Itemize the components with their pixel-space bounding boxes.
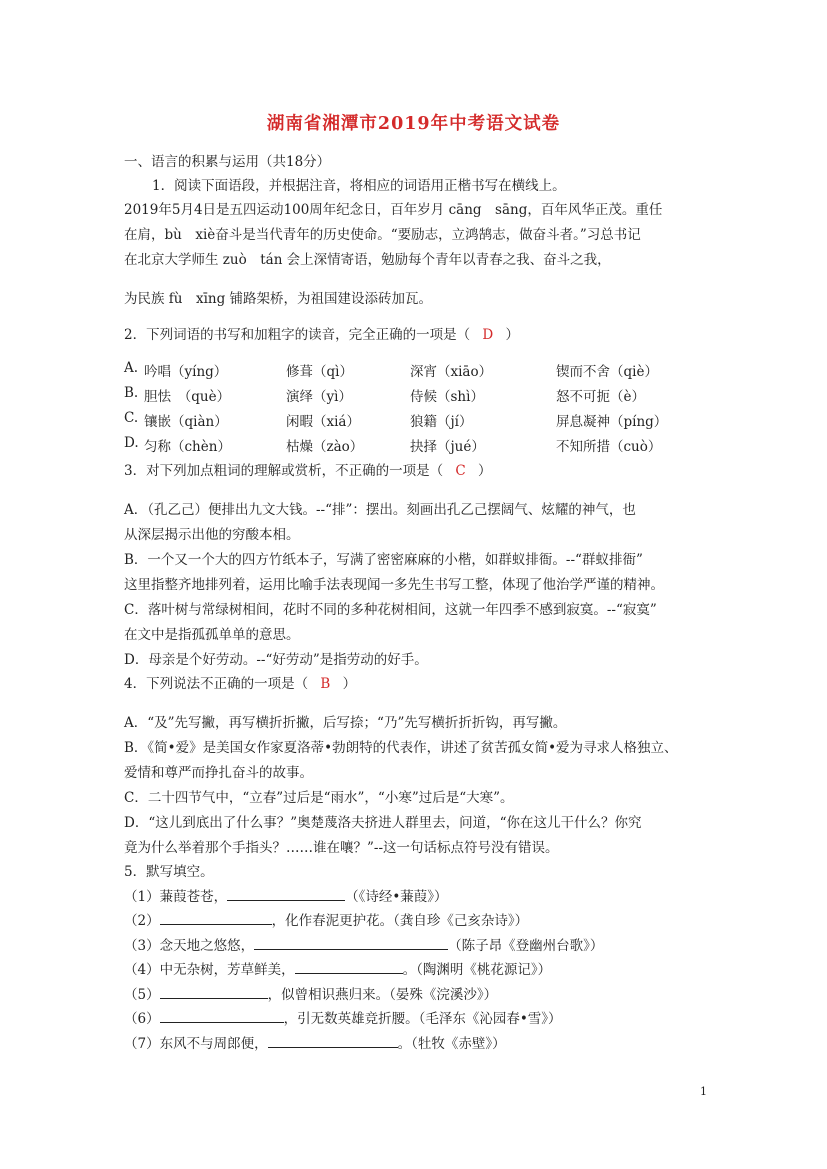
option-word: 怒不可扼（è） [556, 389, 645, 405]
q1-paragraph-line: 为民族 fù xīng 铺路架桥，为祖国建设添砖加瓦。 [124, 291, 433, 307]
option-label: A. [124, 360, 139, 376]
q3-answer: C [455, 463, 466, 479]
option-word: 胆怯 （què） [144, 389, 231, 405]
q3-option-line: 从深层揭示出他的穷酸本相。 [124, 527, 300, 543]
option-label: C. [124, 410, 139, 426]
fill-blank-item [124, 885, 448, 905]
page-number: 1 [700, 1085, 707, 1098]
q3-option-line: 这里指整齐地排列着，运用比喻手法表现闻一多先生书写工整，体现了他治学严谨的精神。 [124, 577, 664, 593]
q3-option-line: B．一个又一个大的四方竹纸本子，写满了密密麻麻的小楷，如群蚁排衙。--“群蚁排衙” [124, 552, 643, 568]
option-word: 枯燥（zào） [286, 439, 364, 455]
answer-blank[interactable] [254, 936, 448, 950]
q4-stem-text: 4．下列说法不正确的一项是（ [124, 676, 309, 692]
answer-blank[interactable] [227, 887, 345, 901]
option-word: 抉择（jué） [410, 439, 485, 455]
section-heading: 一、语言的积累与运用（共18分） [124, 154, 331, 170]
option-word: 镶嵌（qiàn） [144, 414, 228, 430]
q2-answer: D [482, 327, 494, 343]
fill-blank-suffix: ，似曾相识燕归来。（晏殊《浣溪沙》） [267, 987, 498, 1003]
fill-blank-prefix: （1）蒹葭苍苍， [124, 889, 228, 905]
option-word: 锲而不舍（qiè） [556, 364, 658, 380]
q3-stem [124, 459, 492, 479]
fill-blank-prefix: （3）念天地之悠悠， [124, 938, 255, 954]
fill-blank-item [124, 909, 528, 929]
fill-blank-prefix: （2） [124, 913, 160, 929]
q1-paragraph-line: 在肩，bù xiè奋斗是当代青年的历史使命。“要励志，立鸿鹄志，做奋斗者。”习总书记 [124, 227, 641, 243]
answer-blank[interactable] [160, 1009, 284, 1023]
fill-blank-prefix: （4）中无杂树，芳草鲜美， [124, 962, 295, 978]
answer-blank[interactable] [160, 985, 268, 999]
q2-stem-close: ） [505, 327, 520, 343]
q1-stem: 1．阅读下面语段，并根据注音，将相应的词语用正楷书写在横线上。 [152, 178, 566, 194]
q3-option-line: D．母亲是个好劳动。--“好劳动”是指劳动的好手。 [124, 652, 428, 668]
q4-option-line: 爱情和尊严而挣扎奋斗的故事。 [124, 765, 313, 781]
fill-blank-suffix: 。（陶渊明《桃花源记》） [402, 962, 552, 978]
option-word: 狼籍（jí） [410, 414, 473, 430]
fill-blank-item [124, 1007, 562, 1027]
answer-blank[interactable] [295, 960, 403, 974]
q3-option-line: 在文中是指孤孤单单的意思。 [124, 627, 300, 643]
option-word: 不知所措（cuò） [556, 439, 662, 455]
q3-option-line: C．落叶树与常绿树相间，花时不同的多种花树相间，这就一年四季不感到寂寞。--“寂寞” [124, 602, 657, 618]
q2-stem [124, 323, 519, 343]
answer-blank[interactable] [160, 911, 272, 925]
fill-blank-item [124, 958, 551, 978]
option-word: 深宵（xiāo） [410, 364, 493, 380]
option-label: D. [124, 435, 139, 451]
q4-option-line: D．“这儿到底出了什么事？”奥楚蔑洛夫挤进人群里去，问道，“你在这儿干什么？你究 [124, 815, 642, 831]
page-title: 湖南省湘潭市2019年中考语文试卷 [266, 114, 561, 134]
q4-stem [124, 672, 356, 692]
answer-blank[interactable] [268, 1034, 398, 1048]
option-word: 匀称（chèn） [144, 439, 231, 455]
option-word: 修葺（qì） [286, 364, 353, 380]
option-word: 闲暇（xiá） [286, 414, 360, 430]
q4-option-line: C．二十四节气中，“立春”过后是“雨水”，“小寒”过后是“大寒”。 [124, 790, 514, 806]
q4-option-line: 竟为什么举着那个手指头？……谁在嚷？”--这一句话标点符号没有错误。 [124, 840, 559, 856]
fill-blank-suffix: 。（牡牧《赤壁》） [397, 1036, 506, 1052]
fill-blank-prefix: （5） [124, 987, 160, 1003]
q4-option-line: A．“及”先写撇，再写横折折撇，后写捺；“乃”先写横折折折钩，再写撇。 [124, 715, 567, 731]
q5-stem: 5．默写填空。 [124, 864, 214, 880]
option-word: 演绎（yì） [286, 389, 352, 405]
q4-option-line: B．《简•爱》是美国女作家夏洛蒂•勃朗特的代表作，讲述了贫苦孤女简•爱为寻求人格独立、 [124, 740, 678, 756]
fill-blank-item [124, 1032, 506, 1052]
q1-paragraph-line: 2019年5月4日是五四运动100周年纪念日，百年岁月 cāng sāng，百年风华正茂。重任 [124, 202, 663, 218]
fill-blank-prefix: （6） [124, 1011, 160, 1027]
q2-stem-text: 2．下列词语的书写和加粗字的读音，完全正确的一项是（ [124, 327, 471, 343]
fill-blank-suffix: （陈子昂《登幽州台歌》） [448, 938, 604, 954]
q3-stem-close: ） [478, 463, 492, 479]
option-word: 侍候（shì） [410, 389, 484, 405]
q4-answer: B [320, 676, 331, 692]
fill-blank-item [124, 934, 603, 954]
option-word: 屏息凝神（píng） [556, 414, 668, 430]
option-word: 吟唱（yíng） [144, 364, 228, 380]
fill-blank-prefix: （7）东风不与周郎便， [124, 1036, 268, 1052]
option-label: B. [124, 385, 139, 401]
fill-blank-suffix: （《诗经•蒹葭》） [345, 889, 448, 905]
q4-stem-close: ） [342, 676, 357, 692]
fill-blank-suffix: ，引无数英雄竞折腰。（毛泽东《沁园春•雪》） [283, 1011, 562, 1027]
q1-paragraph-line: 在北京大学师生 zuò tán 会上深情寄语，勉励每个青年以青春之我、奋斗之我， [124, 252, 611, 268]
fill-blank-suffix: ，化作春泥更护花。（龚自珍《己亥杂诗》） [271, 913, 529, 929]
q3-option-line: A．（孔乙己）便排出九文大钱。--“排”：摆出。刻画出孔乙己摆阔气、炫耀的神气，也 [124, 502, 636, 518]
fill-blank-item [124, 983, 497, 1003]
q3-stem-text: 3．对下列加点粗词的理解或赏析，不正确的一项是（ [124, 463, 444, 479]
